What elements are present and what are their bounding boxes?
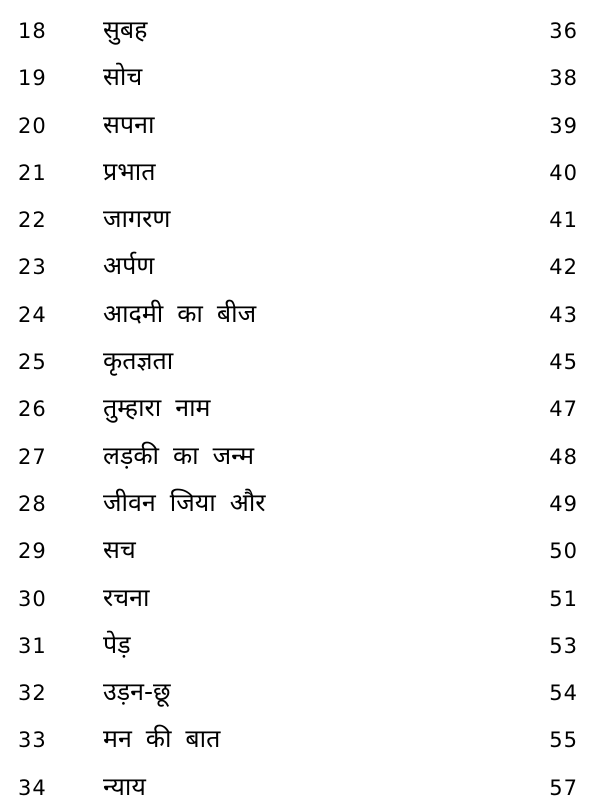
toc-entry: [0, 292, 600, 339]
entry-page-number: 40: [549, 160, 578, 185]
entry-number: 27: [18, 444, 47, 469]
entry-number: 22: [18, 208, 47, 233]
entry-number: 20: [18, 113, 47, 138]
entry-number: 23: [18, 255, 47, 280]
toc-entry: [0, 386, 600, 433]
toc-entry: [0, 339, 600, 386]
entry-page-number: 55: [549, 728, 578, 753]
entry-page-number: 36: [549, 19, 578, 43]
entry-title: जीवन जिया और: [103, 487, 266, 517]
toc-entry: [0, 197, 600, 244]
entry-title: प्रभात: [103, 156, 156, 186]
entry-page-number: 51: [549, 586, 578, 611]
entry-number: 30: [18, 586, 47, 611]
entry-title: पेड़: [103, 629, 131, 659]
entry-page-number: 38: [549, 66, 578, 91]
entry-page-number: 49: [549, 491, 578, 516]
entry-number: 18: [18, 19, 47, 43]
entry-page-number: 42: [549, 255, 578, 280]
toc-entry: [0, 55, 600, 102]
toc-entry: [0, 8, 600, 55]
entry-page-number: 57: [549, 775, 578, 800]
entry-title: अर्पण: [103, 251, 155, 281]
entry-page-number: 48: [549, 444, 578, 469]
entry-number: 25: [18, 350, 47, 375]
entry-page-number: 47: [549, 397, 578, 422]
entry-page-number: 50: [549, 539, 578, 564]
entry-title: उड़न-छू: [103, 677, 171, 707]
entry-title: कृतज्ञता: [103, 346, 174, 376]
entry-title: लड़की का जन्म: [103, 440, 255, 470]
entry-title: रचना: [103, 582, 150, 612]
entry-number: 33: [18, 728, 47, 753]
entry-page-number: 39: [549, 113, 578, 138]
toc-entry: [0, 103, 600, 150]
entry-page-number: 41: [549, 208, 578, 233]
toc-entry: [0, 670, 600, 717]
entry-title: सच: [103, 535, 136, 565]
entry-number: 31: [18, 633, 47, 658]
entry-page-number: 53: [549, 633, 578, 658]
entry-page-number: 43: [549, 302, 578, 327]
entry-number: 34: [18, 775, 47, 800]
entry-number: 28: [18, 491, 47, 516]
entry-page-number: 54: [549, 681, 578, 706]
entry-number: 19: [18, 66, 47, 91]
entry-title: मन की बात: [103, 724, 221, 754]
entry-number: 32: [18, 681, 47, 706]
toc-entry: [0, 717, 600, 764]
entry-title: आदमी का बीज: [103, 298, 257, 328]
toc-list: [0, 8, 600, 812]
toc-entry: [0, 150, 600, 197]
entry-title: सुबह: [103, 15, 148, 44]
toc-entry: [0, 528, 600, 575]
entry-title: जागरण: [103, 204, 171, 234]
entry-number: 24: [18, 302, 47, 327]
toc-entry: [0, 434, 600, 481]
entry-title: तुम्हारा नाम: [103, 393, 211, 423]
entry-title: न्याय: [103, 771, 146, 801]
entry-number: 26: [18, 397, 47, 422]
entry-title: सोच: [103, 62, 143, 92]
entry-number: 21: [18, 160, 47, 185]
toc-entry: [0, 244, 600, 291]
entry-title: सपना: [103, 109, 155, 139]
toc-entry: [0, 576, 600, 623]
toc-entry: [0, 623, 600, 670]
entry-number: 29: [18, 539, 47, 564]
toc-entry: [0, 481, 600, 528]
entry-page-number: 45: [549, 350, 578, 375]
